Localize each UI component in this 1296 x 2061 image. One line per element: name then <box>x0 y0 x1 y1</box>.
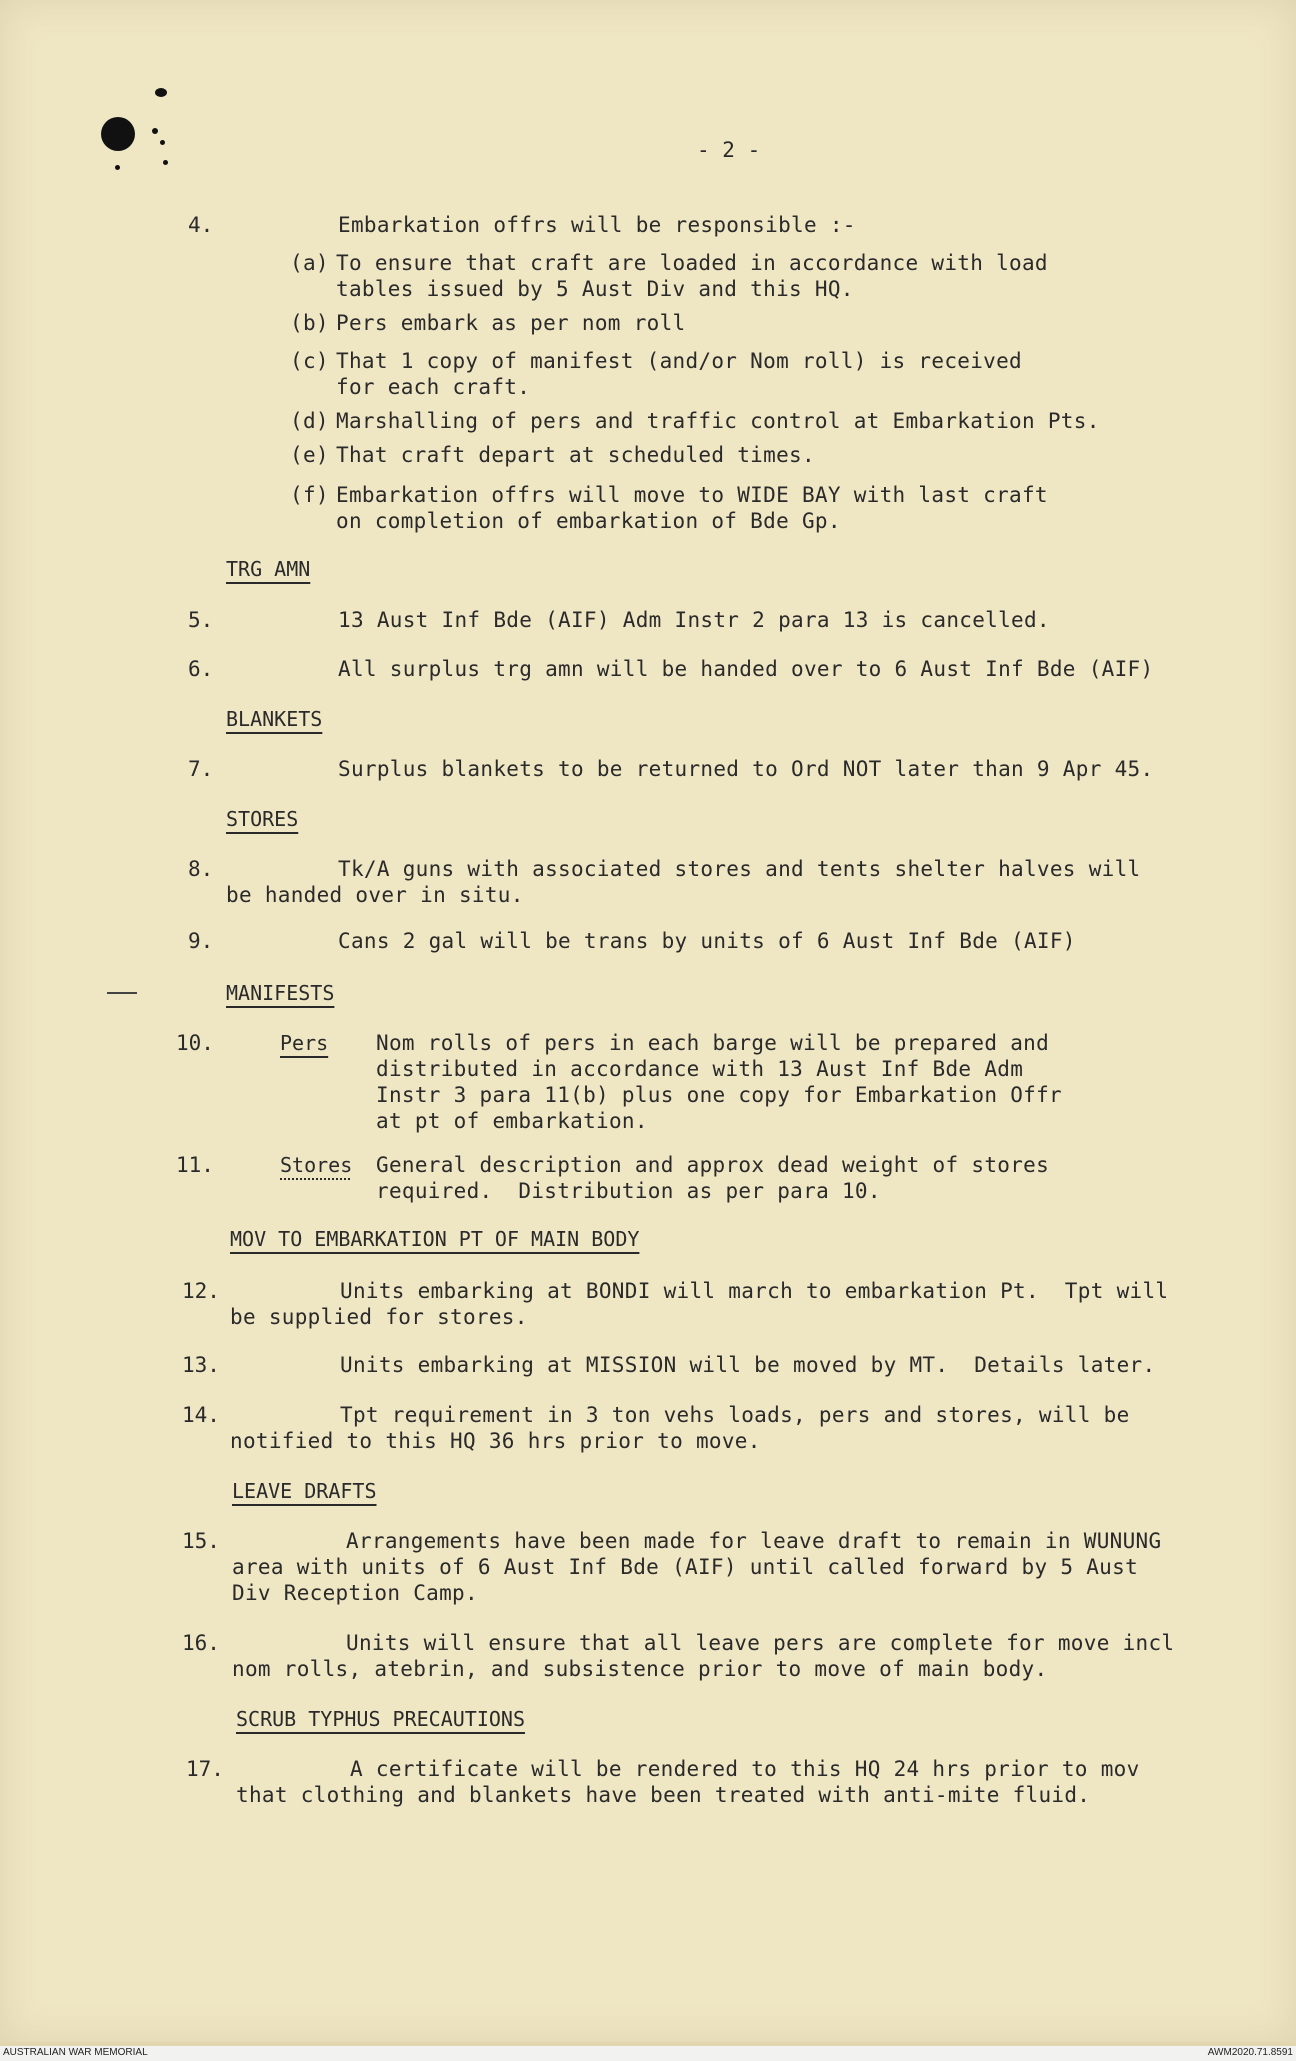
para-text: Units will ensure that all leave pers are complete for move incl <box>346 1631 1175 1655</box>
item-text: To ensure that craft are loaded in accordance with load <box>336 251 1048 275</box>
section-heading: MOV TO EMBARKATION PT OF MAIN BODY <box>230 1227 640 1251</box>
ink-speck <box>160 140 165 145</box>
para-number: 11. <box>176 1153 214 1177</box>
section-heading: MANIFESTS <box>226 981 335 1005</box>
footer-left: AUSTRALIAN WAR MEMORIAL <box>3 2047 148 2058</box>
page-number: - 2 - <box>697 138 761 162</box>
para-text: Nom rolls of pers in each barge will be prepared and <box>376 1031 1050 1055</box>
ink-speck <box>163 160 168 165</box>
para-text: at pt of embarkation. <box>376 1109 648 1133</box>
para-text: Instr 3 para 11(b) plus one copy for Embarkation Offr <box>376 1083 1062 1107</box>
margin-mark <box>107 992 137 994</box>
para-text: required. Distribution as per para 10. <box>376 1179 881 1203</box>
item-text: Pers embark as per nom roll <box>336 311 686 335</box>
para-text: A certificate will be rendered to this HQ 24 hrs prior to mov <box>350 1757 1140 1781</box>
footer-right: AWM2020.71.8591 <box>1207 2047 1293 2058</box>
para-text: notified to this HQ 36 hrs prior to move. <box>230 1429 761 1453</box>
item-text: That 1 copy of manifest (and/or Nom roll) is received <box>336 349 1022 373</box>
para-text: 13 Aust Inf Bde (AIF) Adm Instr 2 para 13 is cancelled. <box>338 608 1050 632</box>
para-text: All surplus trg amn will be handed over to 6 Aust Inf Bde (AIF) <box>338 657 1154 681</box>
item-label: (d) <box>290 409 329 433</box>
item-text: for each craft. <box>336 375 531 399</box>
para-text: be handed over in situ. <box>226 883 524 907</box>
item-label: (b) <box>290 311 329 335</box>
para-text: Units embarking at BONDI will march to embarkation Pt. Tpt will <box>340 1279 1169 1303</box>
para-text: General description and approx dead weight of stores <box>376 1153 1050 1177</box>
para-number: 7. <box>188 757 214 781</box>
para-text: nom rolls, atebrin, and subsistence prior to move of main body. <box>232 1657 1048 1681</box>
para-text: Surplus blankets to be returned to Ord NOT later than 9 Apr 45. <box>338 757 1154 781</box>
para-text: Tpt requirement in 3 ton vehs loads, pers and stores, will be <box>340 1403 1130 1427</box>
item-label: (f) <box>290 483 329 507</box>
para-text: Cans 2 gal will be trans by units of 6 Aust Inf Bde (AIF) <box>338 929 1076 953</box>
section-heading: LEAVE DRAFTS <box>232 1479 377 1503</box>
section-heading: SCRUB TYPHUS PRECAUTIONS <box>236 1707 525 1731</box>
item-text: That craft depart at scheduled times. <box>336 443 815 467</box>
para-text: area with units of 6 Aust Inf Bde (AIF) until called forward by 5 Aust <box>232 1555 1139 1579</box>
para-number: 15. <box>182 1529 220 1553</box>
footer-bar <box>0 2046 1296 2061</box>
para-number: 12. <box>182 1279 220 1303</box>
para-text: distributed in accordance with 13 Aust Inf Bde Adm <box>376 1057 1024 1081</box>
para-text: Arrangements have been made for leave draft to remain in WUNUNG <box>346 1529 1162 1553</box>
para-text: that clothing and blankets have been treated with anti-mite fluid. <box>236 1783 1091 1807</box>
sub-heading: Pers <box>280 1031 329 1055</box>
para-number: 6. <box>188 657 214 681</box>
para-number: 5. <box>188 608 214 632</box>
para-number: 10. <box>176 1031 214 1055</box>
para-text: Embarkation offrs will be responsible :- <box>338 213 856 237</box>
para-number: 16. <box>182 1631 220 1655</box>
item-text: on completion of embarkation of Bde Gp. <box>336 509 841 533</box>
para-text: be supplied for stores. <box>230 1305 528 1329</box>
para-number: 4. <box>188 213 214 237</box>
item-text: Marshalling of pers and traffic control at Embarkation Pts. <box>336 409 1100 433</box>
item-label: (e) <box>290 443 329 467</box>
para-number: 17. <box>186 1757 224 1781</box>
section-heading: BLANKETS <box>226 707 323 731</box>
para-number: 9. <box>188 929 214 953</box>
item-text: Embarkation offrs will move to WIDE BAY with last craft <box>336 483 1048 507</box>
item-label: (c) <box>290 349 329 373</box>
para-text: Tk/A guns with associated stores and tents shelter halves will <box>338 857 1141 881</box>
ink-speck <box>152 128 158 134</box>
punch-hole <box>101 117 135 151</box>
section-heading: TRG AMN <box>226 557 311 581</box>
item-label: (a) <box>290 251 329 275</box>
ink-speck <box>155 88 167 97</box>
ink-speck <box>115 165 120 170</box>
para-number: 13. <box>182 1353 220 1377</box>
section-heading: STORES <box>226 807 299 831</box>
sub-heading: Stores <box>280 1153 353 1177</box>
para-text: Div Reception Camp. <box>232 1581 478 1605</box>
item-text: tables issued by 5 Aust Div and this HQ. <box>336 277 854 301</box>
para-number: 8. <box>188 857 214 881</box>
para-text: Units embarking at MISSION will be moved by MT. Details later. <box>340 1353 1156 1377</box>
para-number: 14. <box>182 1403 220 1427</box>
